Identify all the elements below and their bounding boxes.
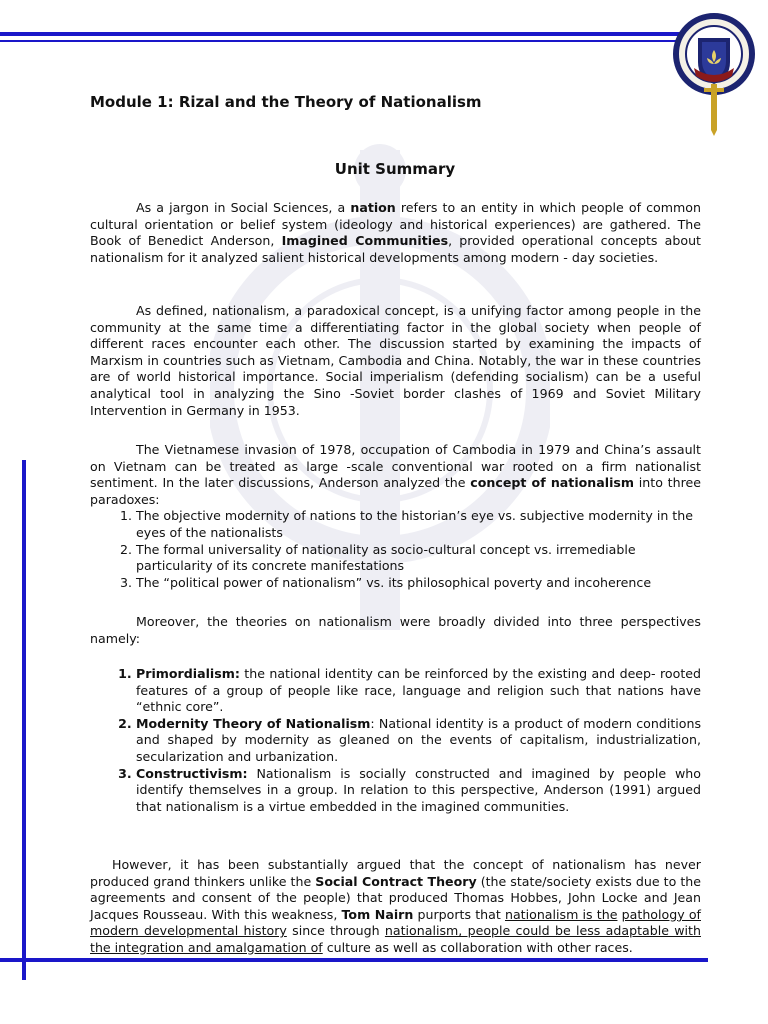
paragraph-paradoxes: The Vietnamese invasion of 1978, occupation of Cambodia in 1979 and China’s assault on Vietnam can be treated as large -scale conventional war rooted on a firm nationalist sentiment. In the later discussions, Anderson analyzed the concept of nationalism into three paradoxes: 1. The objective modernity of nations to the historian’s eye vs. subjective modernity in the eyes of the nationalists 2. The formal universality of nationality as socio-cultural concept vs. irremediable particularity of its concrete manifestations 3. The “political power of nationalism” vs. its philosophical poverty and incoherence [90,442,701,591]
paragraph-nationalism-definition: As defined, nationalism, a paradoxical concept, is a unifying factor among people in the community at the same time a differentiating factor in the global society when people of different races encounter each other. The discussion started by examining the impacts of Marxism in countries such as Vietnam, Cambodia and China. Notably, the war in these countries are of world historical importance. Social imperialism (defending socialism) can be a useful analytical tool in analyzing the Sino -Soviet border clashes of 1969 and Soviet Military Intervention in Germany in 1953. [90,303,701,418]
list-item: 1. The objective modernity of nations to the historian’s eye vs. subjective modernity in the eyes of the nationalists [136,508,701,541]
list-item: 2. The formal universality of nationality as socio-cultural concept vs. irremediable particularity of its concrete manifestations [136,542,701,575]
perspectives-section [90,666,701,815]
term-tom-nairn: Tom Nairn [341,906,414,922]
paragraph-social-contract: However, it has been substantially argued that the concept of nationalism has never produced grand thinkers unlike the Social Contract Theory (the state/society exists due to the agreements and consent of the people) that produced Thomas Hobbes, John Locke and Jean Jacques Rousseau. With this weakness, Tom Nairn purports that nationalism is the pathology of modern developmental history since through nationalism, people could be less adaptable with the integration and amalgamation of culture as well as collaboration with other races. [90,857,701,955]
paragraph-perspectives-intro: Moreover, the theories on nationalism were broadly divided into three perspectives namely: [90,614,701,646]
bottom-border-line [0,958,708,962]
list-item: 3. Constructivism: Nationalism is socially constructed and imagined by people who identify themselves in a group. In relation to this perspective, Anderson (1991) argued that nationalism is a virtue embedded in the imagined communities. [136,766,701,816]
left-border-line [22,460,26,980]
perspectives-list [90,666,701,815]
paragraph-nation: As a jargon in Social Sciences, a nation refers to an entity in which people of common cultural orientation or belief system (ideology and historical experiences) are gathered. The Book of Benedict Anderson, Imagined Communities, provided operational concepts about nationalism for it analyzed salient historical developments among modern - day societies. [90,200,701,265]
top-border-line [0,32,700,36]
term-nation: nation [350,200,396,215]
term-concept-of-nationalism: concept of nationalism [470,475,635,491]
module-title: Module 1: Rizal and the Theory of Nationalism [90,93,482,111]
list-item: 2. Modernity Theory of Nationalism: National identity is a product of modern conditions and shaped by modernity as gleaned on the events of capitalism, industrialization, secularization and urbanization. [136,716,701,766]
top-border-line-thin [0,40,700,42]
list-item: 1. Primordialism: the national identity can be reinforced by the existing and deep- rooted features of a group of people like race, language and religion such that nations have “ethnic core”. [136,666,701,716]
university-seal-icon [672,6,756,136]
unit-summary-title: Unit Summary [334,160,456,178]
term-social-contract: Social Contract Theory [315,873,477,889]
paradox-list [90,508,701,591]
book-title: Imagined Communities [281,233,449,249]
list-item: 3. The “political power of nationalism” vs. its philosophical poverty and incoherence [136,575,701,592]
